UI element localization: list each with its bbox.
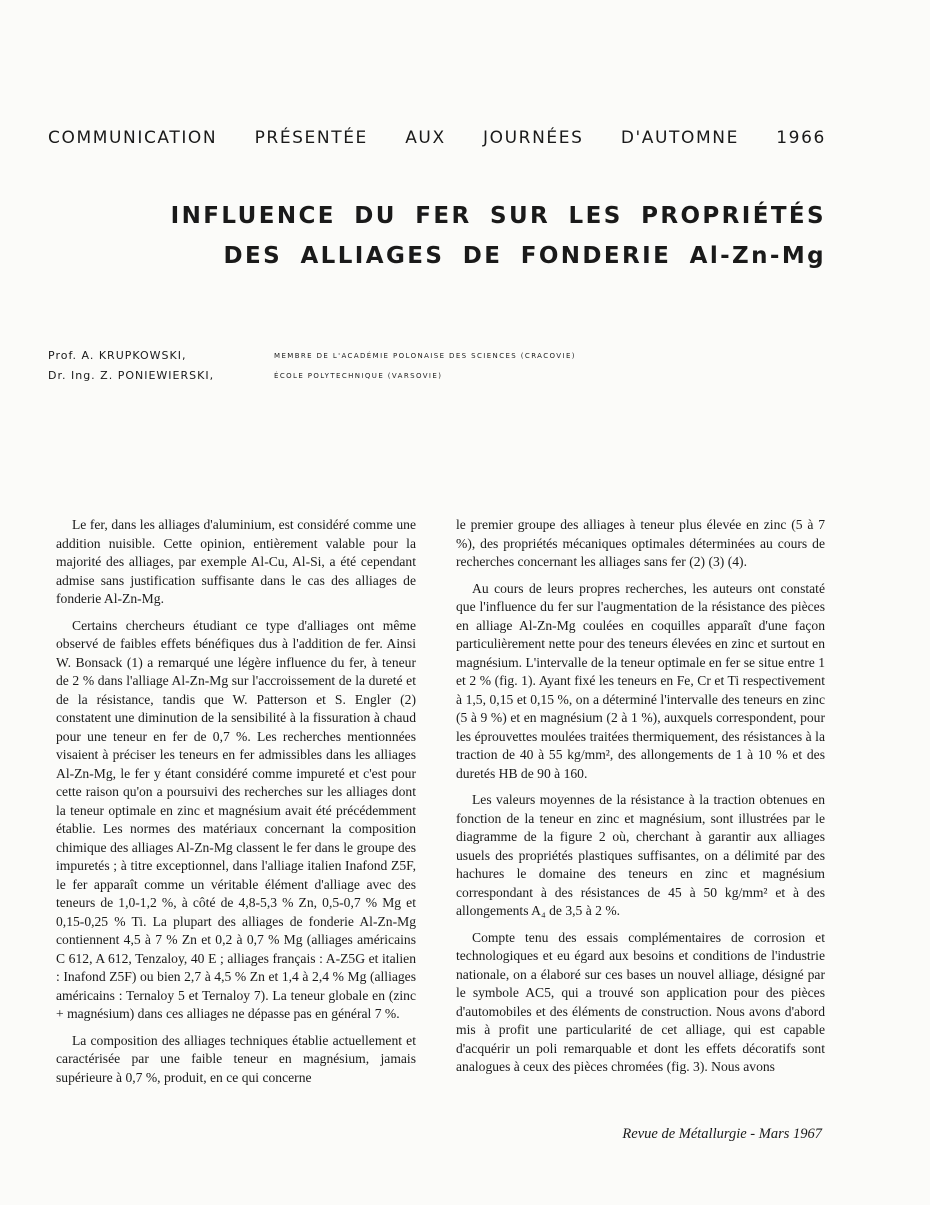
paragraph: le premier groupe des alliages à teneur plus élevée en zinc (5 à 7 %), des propriétés mécaniques optimales déterminées au cours de recherches concernant les alliages sans fer (2) (3) (4). [456,517,825,569]
conference-header [48,128,826,148]
header-word: 1966 [776,128,826,148]
author-block [48,346,576,386]
header-word: COMMUNICATION [48,128,218,148]
header-word: JOURNÉES [483,128,584,148]
author-affiliation: ÉCOLE POLYTECHNIQUE (VARSOVIE) [274,372,443,380]
author-row [48,346,576,366]
header-word: D'AUTOMNE [620,128,739,148]
title-line-1: INFLUENCE DU FER SUR LES PROPRIÉTÉS [170,203,826,229]
header-word: PRÉSENTÉE [254,128,368,148]
body-column-right [456,516,825,1085]
body-column-left [56,516,416,1095]
paragraph: Certains chercheurs étudiant ce type d'alliages ont même observé de faibles effets bénéfiques dus à l'addition de fer. Ainsi W. Bonsack (1) a remarqué une légère influence du fer, à teneur de 2 % dans l'alliage Al-Zn-Mg sur l'accroissement de la dureté et de la résistance, tandis que W. Patterson et S. Engler (2) constatent une diminution de la sensibilité à la fissuration à chaud pour une teneur en fer de 0,7 %. Les recherches mentionnées visaient à préciser les teneurs en fer admissibles dans les alliages Al-Zn-Mg, le fer y étant considéré comme impureté et c'est pour cette raison qu'on a poursuivi des recherches sur les alliages dont la teneur optimale en zinc et magnésium avait été précédemment établie. Les normes des matériaux concernant la composition chimique des alliages Al-Zn-Mg classent le fer dans le groupe des impuretés ; à titre exceptionnel, dans l'alliage italien Inafond Z5F, le fer apparaît comme un véritable élément d'alliage avec des teneurs de 1,0-1,2 %, à côté de 4,8-5,3 % Zn, 0,5-0,7 % Mg et 0,15-0,25 % Ti. La plupart des alliages de fonderie Al-Zn-Mg contiennent 4,5 à 7 % Zn et 0,2 à 0,7 % Mg (alliages américains C 612, A 612, Tenzaloy, 40 E ; alliages français : A-Z5G et italien : Inafond Z5F) ou bien 2,7 à 4,5 % Zn et 1,4 à 2,4 % Mg (alliages américains : Ternaloy 5 et Ternaloy 7). La teneur globale en (zinc + magnésium) dans ces alliages ne dépasse pas en général 7 %. [56,617,416,1021]
author-name: Prof. A. KRUPKOWSKI, [48,349,187,362]
paragraph: Au cours de leurs propres recherches, les auteurs ont constaté que l'influence du fer sur l'augmentation de la résistance des pièces en alliage Al-Zn-Mg coulées en coquilles apparaît d'une façon particulièrement nette pour des teneurs élevées en zinc et surtout en magnésium. L'intervalle de la teneur optimale en fer se situe entre 1 et 2 % (fig. 1). Ayant fixé les teneurs en Fe, Cr et Ti respectivement à 1,5, 0,15 et 0,15 %, on a déterminé l'intervalle des teneurs en zinc (5 à 9 %) et en magnésium (2 à 1 %), auxquels correspondent, pour les éprouvettes moulées traitées thermiquement, des résistances à la traction de 40 à 55 kg/mm², des allongements de 1 à 10 % et des duretés HB de 90 à 160. [456,580,825,781]
paragraph: Les valeurs moyennes de la résistance à la traction obtenues en fonction de la teneur en zinc et magnésium, sont illustrées par le diagramme de la figure 2 où, cherchant à garantir aux alliages usuels des propriétés plastiques suffisantes, on a délimité par des hachures le domaine des teneurs en zinc et magnésium correspondant à des résistances de 45 à 50 kg/mm² et à des allongements A₄ de 3,5 à 2 %. [456,792,825,918]
paragraph: Compte tenu des essais complémentaires de corrosion et technologiques et eu égard aux besoins et conditions de l'industrie nationale, on a élaboré sur ces bases un nouvel alliage, désigné par le symbole AC5, qui a trouvé son application pour des pièces d'automobiles et des éléments de construction. Nous avons d'abord mis à profit une particularité de cet alliage, qui est capable d'acquérir un poli remarquable et dont les effets décoratifs sont analogues à ceux des pièces chromées (fig. 3). Nous avons [456,929,825,1074]
title-line-2: DES ALLIAGES DE FONDERIE Al-Zn-Mg [223,243,826,269]
header-word: AUX [405,128,446,148]
paragraph: Le fer, dans les alliages d'aluminium, est considéré comme une addition nuisible. Cette opinion, entièrement valable pour la majorité des alliages, par exemple Al-Cu, Al-Si, a été cependant admise sans justification suffisante dans le cas des alliages de fonderie Al-Zn-Mg. [56,517,416,606]
journal-footer: Revue de Métallurgie - Mars 1967 [622,1126,822,1142]
author-affiliation: MEMBRE DE L'ACADÉMIE POLONAISE DES SCIENCES (CRACOVIE) [274,352,576,360]
author-name: Dr. Ing. Z. PONIEWIERSKI, [48,369,215,382]
author-row [48,366,576,386]
article-title [171,196,826,276]
paragraph: La composition des alliages techniques établie actuellement et caractérisée par une faible teneur en magnésium, jamais supérieure à 0,7 %, produit, en ce qui concerne [56,1032,416,1085]
